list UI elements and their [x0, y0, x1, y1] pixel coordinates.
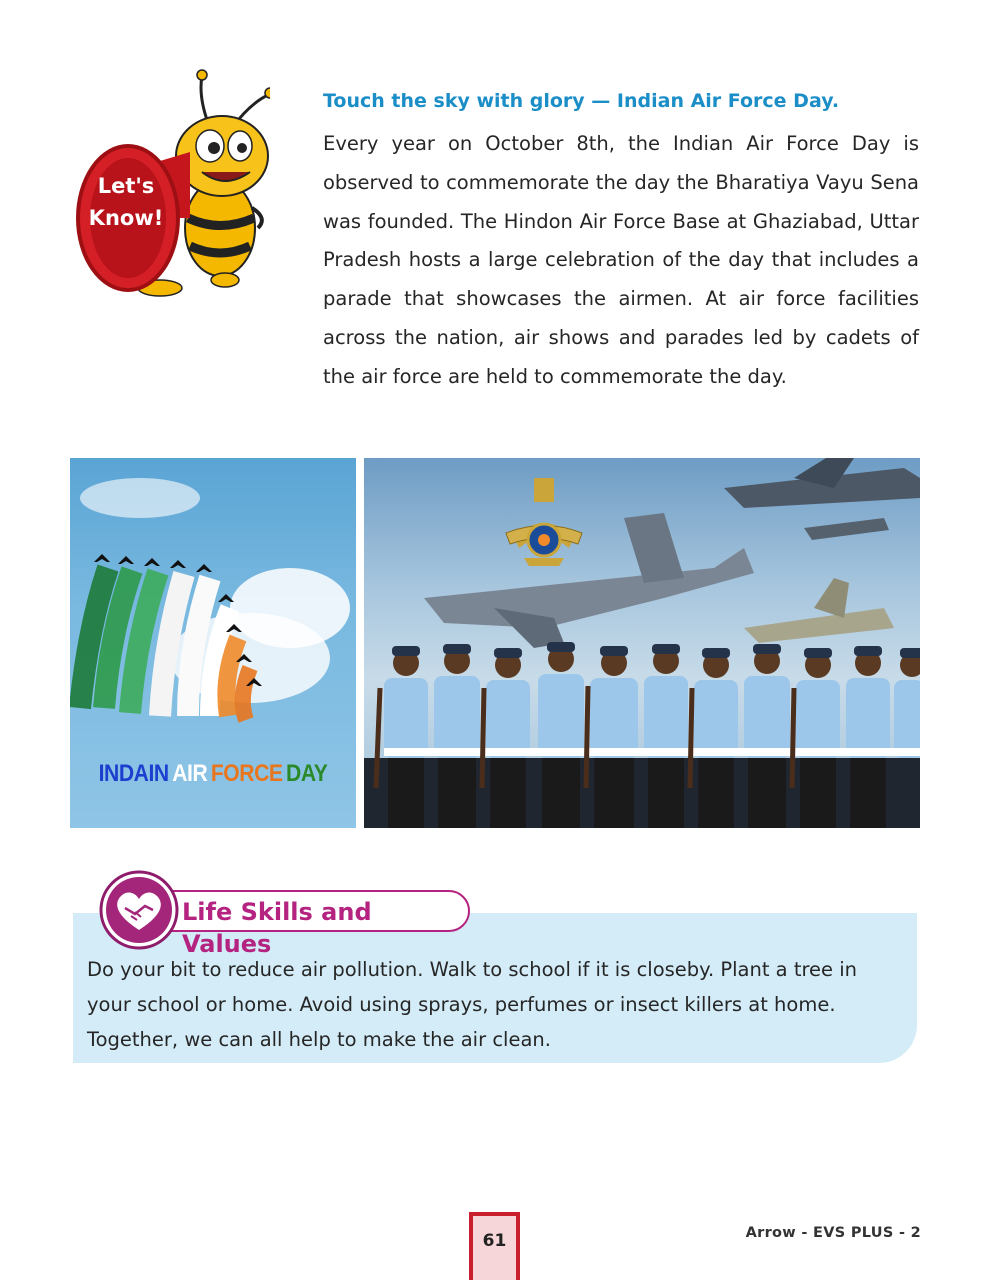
page-number: 61 — [469, 1212, 520, 1280]
life-skills-header — [150, 890, 470, 958]
air-force-parade-image — [364, 458, 920, 828]
caption-word-2: AIR — [172, 760, 208, 787]
article-title: Touch the sky with glory — Indian Air Force Day. — [323, 90, 840, 112]
life-skills-title: Life Skills and Values — [182, 898, 372, 958]
book-title: Arrow - EVS PLUS - 2 — [745, 1225, 921, 1241]
life-skills-text: Do your bit to reduce air pollution. Walk to school if it is closeby. Plant a tree in your school or home. Avoid using sprays, perfumes or insect killers at home. Together, we can all help to make the air clean. — [87, 958, 858, 1051]
caption-word-1: INDAIN — [98, 760, 169, 787]
handshake-heart-icon — [99, 870, 179, 950]
air-force-day-caption — [87, 760, 339, 788]
caption-word-3: FORCE — [210, 760, 283, 787]
lets-know-label: Let's Know! — [88, 174, 164, 230]
article-body: Every year on October 8th, the Indian Air Force Day is observed to commemorate the day the Bharatiya Vayu Sena was founded. The Hindon Air Force Base at Ghaziabad, Uttar Pradesh hosts a large celebration of the day that includes a parade that showcases the airmen. At air force facilities across the nation, air shows and parades led by cadets of the air force are held to commemorate the day. — [323, 132, 919, 388]
lets-know-mascot — [70, 68, 270, 298]
air-force-parade-illustration — [364, 458, 920, 828]
caption-word-4: DAY — [286, 760, 328, 787]
air-force-emblem-icon — [506, 478, 582, 566]
air-force-day-jets-image — [70, 458, 356, 828]
